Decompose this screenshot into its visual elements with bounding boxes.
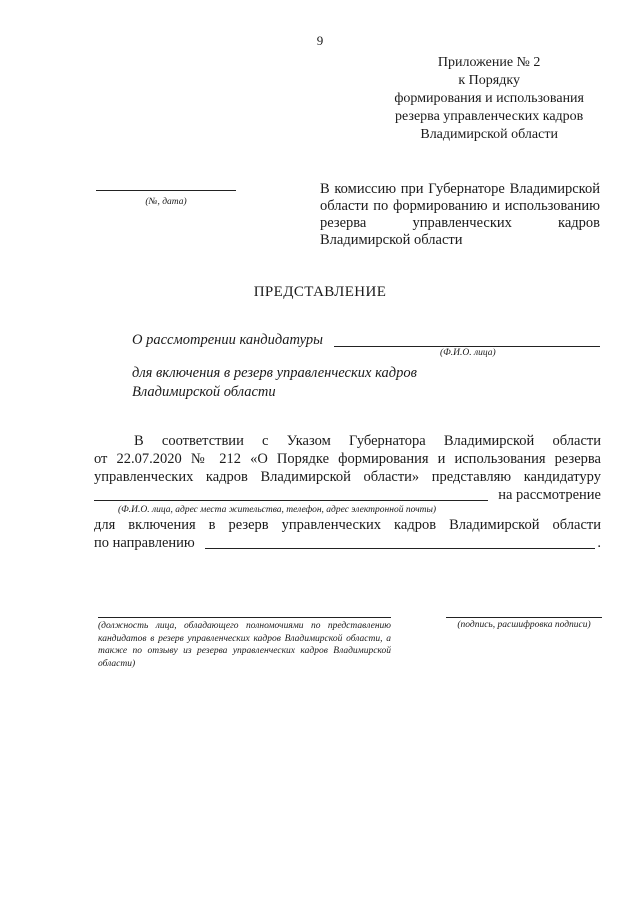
person-details-line: [94, 488, 488, 501]
fio-caption: (Ф.И.О. лица): [440, 348, 496, 358]
consideration-purpose: [132, 364, 417, 402]
appendix-line: Владимирской области: [420, 127, 558, 142]
document-title: ПРЕДСТАВЛЕНИЕ: [253, 284, 387, 300]
appendix-line: к Порядку: [458, 73, 520, 88]
number-date-caption: (№, дата): [145, 197, 187, 207]
body-line: для включения в резерв управленческих кадров Владимирской области: [94, 517, 601, 533]
number-date-line: [96, 190, 236, 191]
appendix-line: формирования и использования: [394, 91, 584, 106]
direction-blank-line: [205, 536, 596, 549]
candidate-name-line: [334, 346, 600, 347]
body-line: от 22.07.2020 № 212 «О Порядке формирования и использования резерва: [94, 451, 601, 467]
appendix-header: [394, 54, 584, 144]
direction-label: по направлению: [94, 535, 195, 551]
body-line: В соответствии с Указом Губернатора Владимирской области: [134, 433, 601, 449]
signature-caption: (подпись, расшифровка подписи): [457, 620, 591, 630]
page-number: 9: [316, 33, 324, 48]
position-caption: (должность лица, обладающего полномочиями по представлению кандидатов в резерв управленческих кадров Владимирской области, а также по отзыву из резерва управленческих кадров Владимирской области): [98, 621, 391, 669]
appendix-line: резерва управленческих кадров: [395, 109, 584, 124]
consideration-label: О рассмотрении кандидатуры: [132, 332, 323, 348]
consideration-line: для включения в резерв управленческих кадров: [132, 365, 417, 381]
body-line-end: на рассмотрение: [498, 487, 601, 503]
direction-line: [94, 534, 601, 552]
signature-line: [446, 617, 602, 618]
appendix-line: Приложение № 2: [437, 55, 541, 70]
position-line: [98, 617, 391, 618]
addressee-block: В комиссию при Губернаторе Владимирской области по формированию и использованию резерва управленческих кадров Владимирской области: [320, 181, 600, 248]
body-line-with-blank: [94, 486, 601, 504]
direction-end: .: [597, 535, 601, 551]
body-line: управленческих кадров Владимирской области» представляю кандидатуру: [94, 469, 601, 485]
body-paragraph: [94, 432, 601, 552]
consideration-line: Владимирской области: [132, 384, 276, 400]
person-details-caption: (Ф.И.О. лица, адрес места жительства, телефон, адрес электронной почты): [118, 505, 437, 515]
